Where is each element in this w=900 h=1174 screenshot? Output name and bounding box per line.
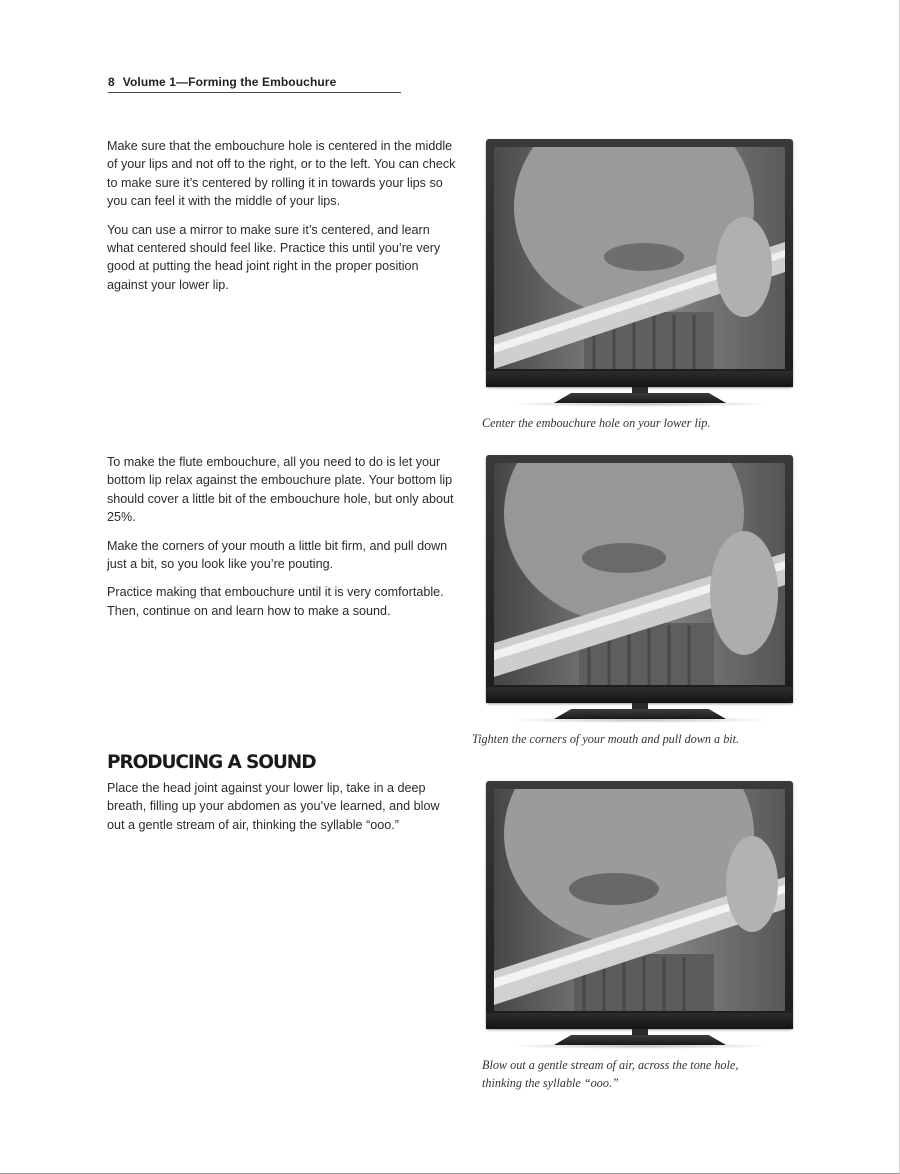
tv-chin (486, 371, 793, 387)
caption-line: Blow out a gentle stream of air, across the tone hole, (482, 1058, 739, 1072)
tv-shadow (506, 1043, 774, 1049)
section-3-text (107, 779, 447, 844)
figure-3-caption (482, 1056, 738, 1092)
section-heading: PRODUCING A SOUND (107, 752, 316, 773)
paragraph: You can use a mirror to make sure it’s centered, and learn what centered should feel like. Practice this until you’re very good at putting the head joint right in the proper position against your lower lip. (107, 222, 441, 292)
caption-line: thinking the syllable “ooo.” (482, 1076, 619, 1090)
paragraph: To make the flute embouchure, all you need to do is let your bottom lip relax against the embouchure plate. Your bottom lip should cover a little bit of the embouchure hole, but only about 25%. (107, 455, 454, 525)
running-title: Volume 1—Forming the Embouchure (122, 75, 337, 89)
figure-2-caption: Tighten the corners of your mouth and pull down a bit. (472, 732, 740, 746)
figure-1-photo (486, 139, 793, 409)
running-header (108, 75, 401, 93)
paragraph: Make the corners of your mouth a little bit firm, and pull down just a bit, so you look like you’re pouting. (107, 538, 448, 572)
section-2-text (107, 453, 457, 630)
figure-1-caption: Center the embouchure hole on your lower lip. (482, 416, 711, 430)
section-1-text (107, 137, 457, 304)
flute-embouchure-photo (494, 463, 785, 685)
tv-shadow (506, 401, 774, 407)
figure-3-photo (486, 781, 793, 1051)
tv-shadow (506, 717, 774, 723)
figure-2-photo (486, 455, 793, 725)
paragraph: Place the head joint against your lower lip, take in a deep breath, filling up your abdomen as you’ve learned, and blow out a gentle stream of air, thinking the syllable “ooo.” (107, 781, 440, 832)
page-number: 8 (108, 75, 115, 89)
flute-embouchure-photo (494, 147, 785, 369)
tv-chin (486, 1013, 793, 1029)
tv-chin (486, 687, 793, 703)
paragraph: Make sure that the embouchure hole is centered in the middle of your lips and not off to the right, or to the left. You can check to make sure it’s centered by rolling it in towards your lips so you can feel it with the middle of your lips. (107, 139, 456, 209)
paragraph: Practice making that embouchure until it is very comfortable. Then, continue on and learn how to make a sound. (107, 585, 444, 618)
flute-embouchure-photo (494, 789, 785, 1011)
